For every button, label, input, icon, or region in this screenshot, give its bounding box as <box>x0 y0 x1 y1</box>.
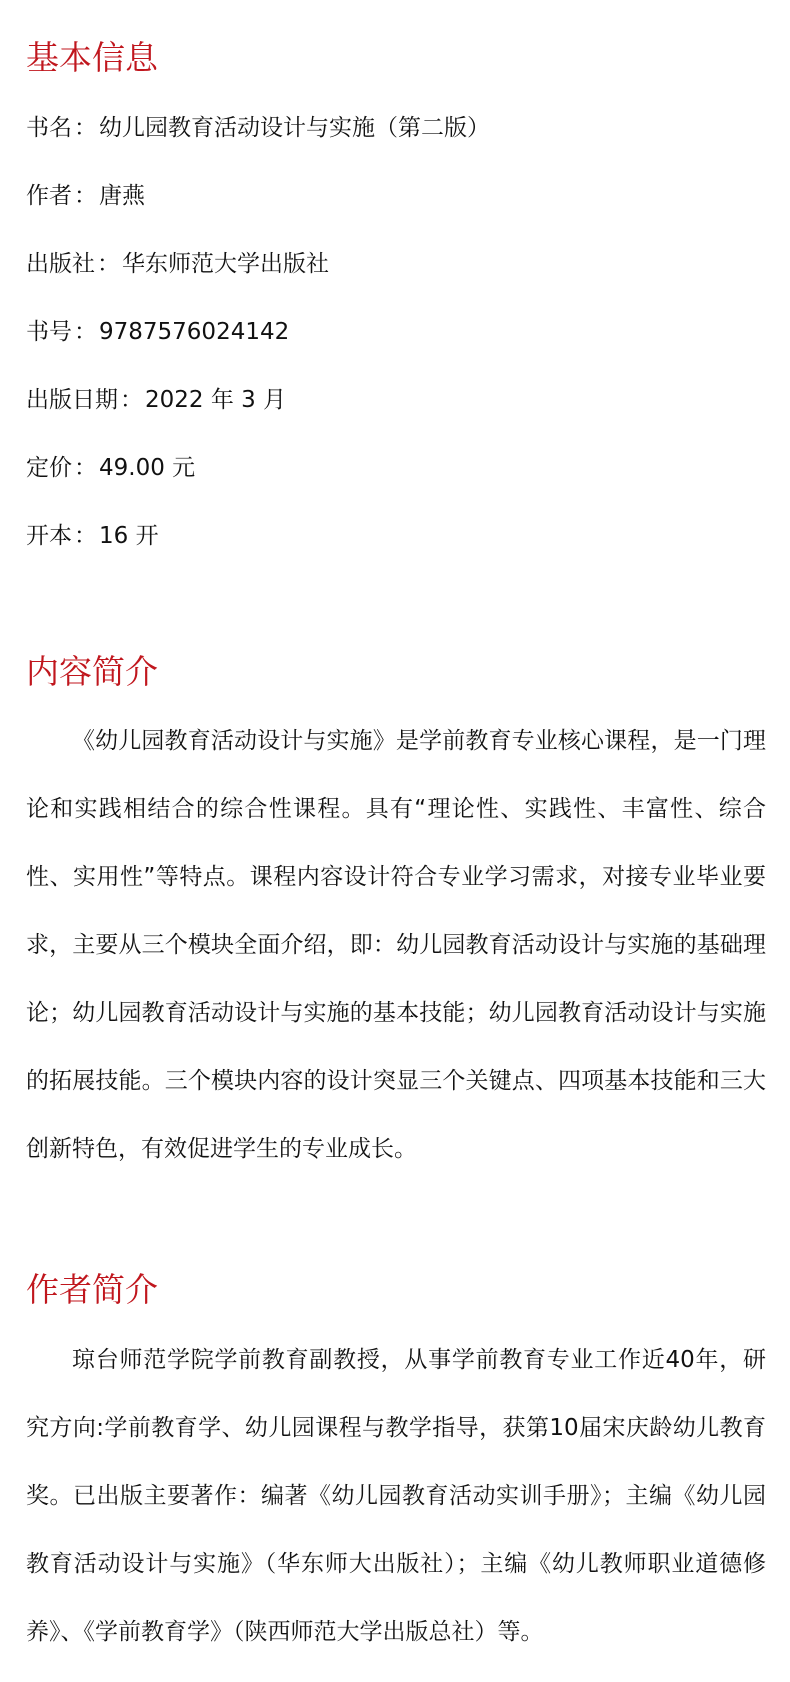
author-intro-paragraph: 琼台师范学院学前教育副教授，从事学前教育专业工作近40年，研究方向:学前教育学、幼儿园课程与教学指导，获第10届宋庆龄幼儿教育奖。已出版主要著作：编著《幼儿园教育活动实训手册》；主编《幼儿园教育活动设计与实施》（华东师大出版社）；主编《幼儿教师职业道德修养》、《学前教育学》（陕西师范大学出版总社）等。 <box>26 1347 766 1645</box>
info-row-isbn <box>26 308 490 376</box>
info-separator: ： <box>74 523 97 549</box>
basic-info-heading: 基本信息 <box>26 38 158 77</box>
info-separator: ： <box>74 455 97 481</box>
content-intro-paragraph: 《幼儿园教育活动设计与实施》是学前教育专业核心课程，是一门理论和实践相结合的综合性课程。具有“理论性、实践性、丰富性、综合性、实用性”等特点。课程内容设计符合专业学习需求，对接专业毕业要求，主要从三个模块全面介绍，即：幼儿园教育活动设计与实施的基础理论；幼儿园教育活动设计与实施的基本技能；幼儿园教育活动设计与实施的拓展技能。三个模块内容的设计突显三个关键点、四项基本技能和三大创新特色，有效促进学生的专业成长。 <box>26 728 766 1162</box>
info-row-book-title <box>26 104 490 172</box>
info-row-format <box>26 512 490 580</box>
info-label: 作者 <box>26 183 72 209</box>
info-value: 9787576024142 <box>99 319 290 345</box>
info-label: 开本 <box>26 523 72 549</box>
info-row-publish-date <box>26 376 490 444</box>
info-label: 书号 <box>26 319 72 345</box>
info-value: 16 开 <box>99 523 159 549</box>
info-value: 唐燕 <box>99 183 145 209</box>
info-value: 49.00 元 <box>99 455 196 481</box>
info-value: 幼儿园教育活动设计与实施（第二版） <box>99 115 490 141</box>
content-intro-heading: 内容简介 <box>26 652 158 691</box>
author-intro-heading: 作者简介 <box>26 1270 158 1309</box>
info-value: 2022 年 3 月 <box>145 387 287 413</box>
info-separator: ： <box>74 115 97 141</box>
info-label: 出版社 <box>26 251 95 277</box>
info-row-price <box>26 444 490 512</box>
info-label: 出版日期 <box>26 387 118 413</box>
info-separator: ： <box>97 251 120 277</box>
info-value: 华东师范大学出版社 <box>122 251 329 277</box>
info-separator: ： <box>74 319 97 345</box>
info-row-author <box>26 172 490 240</box>
info-label: 书名 <box>26 115 72 141</box>
info-separator: ： <box>74 183 97 209</box>
info-label: 定价 <box>26 455 72 481</box>
basic-info-list <box>26 104 490 580</box>
info-row-publisher <box>26 240 490 308</box>
info-separator: ： <box>120 387 143 413</box>
